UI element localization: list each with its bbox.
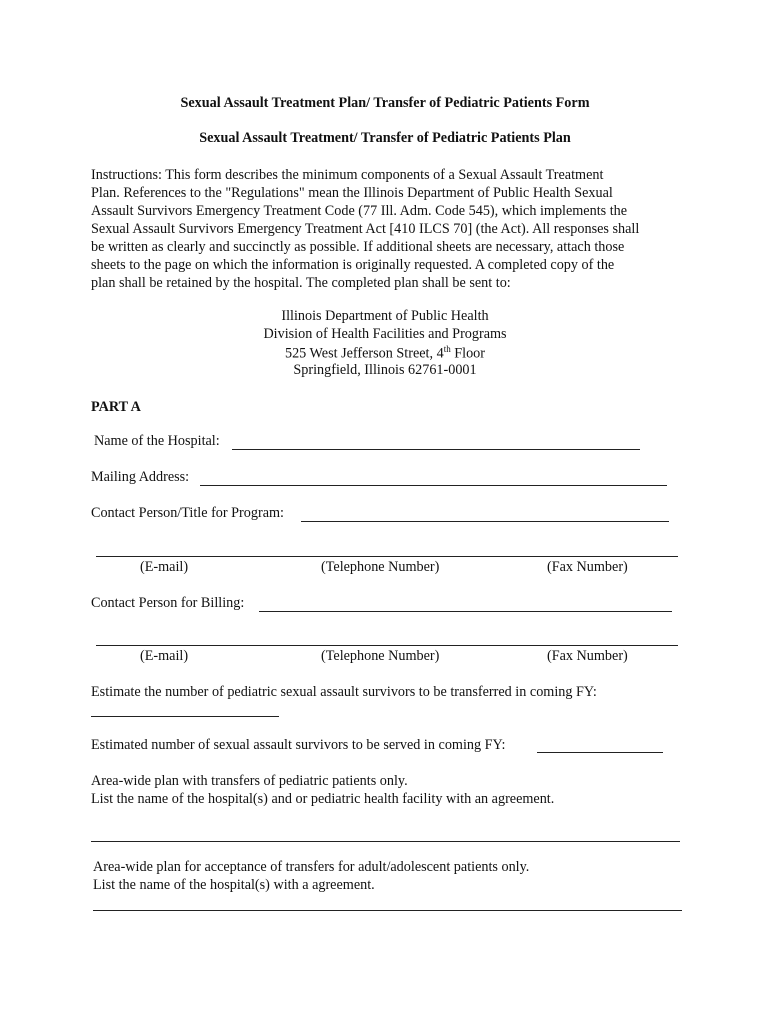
instructions-paragraph	[91, 166, 691, 292]
part-a-heading: PART A	[91, 399, 141, 415]
area-adult-hospitals-field[interactable]	[93, 910, 682, 911]
program-contact-info-field[interactable]	[96, 556, 678, 557]
mailing-address-field[interactable]	[200, 485, 667, 486]
estimate-pediatric-field[interactable]	[91, 716, 279, 717]
instructions-line: sheets to the page on which the information is originally requested. A completed copy of the	[91, 257, 615, 273]
program-email-label: (E-mail)	[140, 559, 189, 575]
billing-contact-info-field[interactable]	[96, 645, 678, 646]
instructions-line: Plan. References to the "Regulations" mean the Illinois Department of Public Health Sexual	[91, 185, 613, 201]
address-line-2: Division of Health Facilities and Programs	[263, 326, 507, 342]
plan-title: Sexual Assault Treatment/ Transfer of Pediatric Patients Plan	[199, 130, 571, 146]
form-title: Sexual Assault Treatment Plan/ Transfer of Pediatric Patients Form	[180, 95, 590, 111]
contact-billing-field[interactable]	[259, 611, 672, 612]
hospital-name-label: Name of the Hospital:	[94, 433, 220, 449]
area-pediatric-hospitals-field[interactable]	[91, 841, 680, 842]
instructions-line: plan shall be retained by the hospital. The completed plan shall be sent to:	[91, 275, 511, 291]
estimated-survivors-label: Estimated number of sexual assault survivors to be served in coming FY:	[91, 737, 506, 753]
instructions-line: be written as clearly and succinctly as possible. If additional sheets are necessary, attach those	[91, 239, 625, 255]
area-pediatric-line-1: Area-wide plan with transfers of pediatric patients only.	[91, 773, 408, 789]
program-fax-label: (Fax Number)	[547, 559, 628, 575]
program-telephone-label: (Telephone Number)	[321, 559, 440, 575]
billing-fax-label: (Fax Number)	[547, 648, 628, 664]
contact-billing-label: Contact Person for Billing:	[91, 595, 245, 611]
contact-program-field[interactable]	[301, 521, 669, 522]
contact-program-label: Contact Person/Title for Program:	[91, 505, 284, 521]
address-line-3: 525 West Jefferson Street, 4th Floor	[284, 344, 485, 362]
instructions-line: Assault Survivors Emergency Treatment Code (77 Ill. Adm. Code 545), which implements the	[91, 203, 628, 219]
billing-telephone-label: (Telephone Number)	[321, 648, 440, 664]
estimated-survivors-field[interactable]	[537, 752, 663, 753]
mailing-address-label: Mailing Address:	[91, 469, 190, 485]
area-pediatric-line-2: List the name of the hospital(s) and or pediatric health facility with an agreement.	[91, 791, 555, 807]
instructions-line: Instructions: This form describes the minimum components of a Sexual Assault Treatment	[91, 167, 604, 183]
instructions-line: Sexual Assault Survivors Emergency Treatment Act [410 ILCS 70] (the Act). All responses shall	[91, 221, 640, 237]
hospital-name-field[interactable]	[232, 449, 640, 450]
area-adult-line-1: Area-wide plan for acceptance of transfers for adult/adolescent patients only.	[93, 859, 530, 875]
estimate-pediatric-label: Estimate the number of pediatric sexual assault survivors to be transferred in coming FY:	[91, 684, 597, 700]
billing-email-label: (E-mail)	[140, 648, 189, 664]
address-line-1: Illinois Department of Public Health	[281, 308, 489, 324]
area-adult-line-2: List the name of the hospital(s) with a agreement.	[93, 877, 375, 893]
address-line-4: Springfield, Illinois 62761-0001	[293, 362, 477, 378]
